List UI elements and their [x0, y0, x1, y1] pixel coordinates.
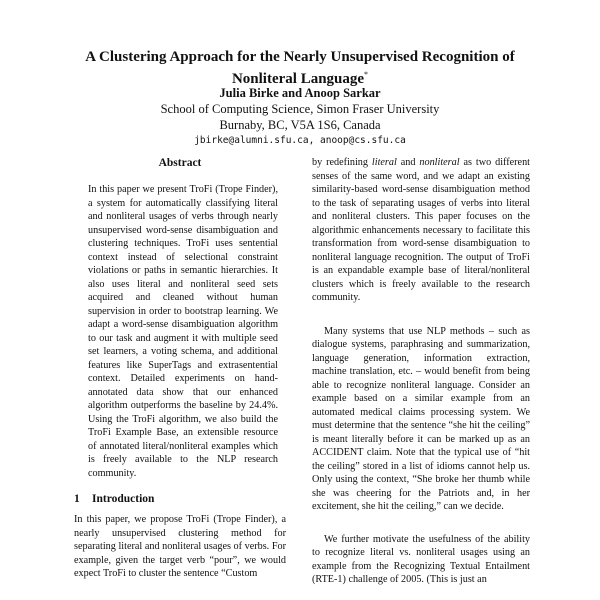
right-paragraph-3: We further motivate the usefulness of the ability to recognize literal vs. nonliteral usages using an example from the Recognizing Textual Entailment (RTE-1) challenge of 2005. (This is just an — [312, 533, 530, 585]
right-paragraph-2: Many systems that use NLP methods – such as dialogue systems, paraphrasing and summarization, language generation, information extraction, machine translation, etc. – would benefit from being able to recognize nonliteral language. Consider an example based on a similar example from an automated medical claims processing system. We must determine that the sentence “she hit the ceiling” is meant literally before it can be marked up as an ACCIDENT claim. Note that the typical use of “hit the ceiling” stored in a list of idioms cannot help us. Only using the context, “She broke her thumb while she was cheering for the Patriots and, in her excitement, she hit the ceiling,” can we decide. — [312, 325, 530, 512]
affiliation: School of Computing Science, Simon Fraser University — [160, 102, 440, 116]
paper-title — [60, 48, 540, 88]
para1-text-b: and — [396, 157, 420, 168]
section-heading-introduction — [74, 492, 286, 506]
abstract-text: In this paper we present TroFi (Trope Finder), a system for automatically classifying literal and nonliteral usages of verbs through nearly unsupervised word-sense disambiguation and clustering techniques. TroFi uses sentential context instead of selectional constraint violations or paths in semantic hierarchies. It also uses literal and nonliteral seed sets acquired and cleaned without human supervision in order to bootstrap learning. We adapt a word-sense disambiguation algorithm to our task and augment it with multiple seed set learners, a voting schema, and additional features like SuperTags and extrasentential context. Detailed experiments on hand-annotated data show that our enhanced algorithm outperforms the baseline by 24.4%. Using the TroFi algorithm, we also build the TroFi Example Base, an extensible resource of annotated literal/nonliteral examples which is freely available to the NLP research community. — [88, 184, 278, 479]
section-title: Introduction — [92, 493, 155, 505]
term-literal: literal — [371, 157, 397, 168]
left-column — [74, 156, 286, 581]
abstract-heading: Abstract — [158, 157, 202, 169]
introduction-paragraph: In this paper, we propose TroFi (Trope Finder), a nearly unsupervised clustering method for separating literal and nonliteral usages of verbs. For example, given the target verb “pour”, we would expect TroFi to cluster the sentence “Custom — [74, 514, 286, 579]
author-names: Julia Birke and Anoop Sarkar — [219, 86, 381, 100]
title-footnote-mark: * — [364, 70, 369, 79]
title-text: A Clustering Approach for the Nearly Unsupervised Recognition of Nonliteral Language — [85, 49, 515, 87]
para1-text-c: as two different senses of the same word, and we adapt an existing similarity-based word-sense disambiguation method to the task of separating usages of verbs into literal and nonliteral clusters. This paper focuses on the algorithmic enhancements necessary to facilitate this transformation from word-sense disambiguation to nonliteral language recognition. The output of TroFi is an expandable example base of literal/nonliteral clusters which is freely available to the research community. — [312, 157, 530, 303]
author-emails: jbirke@alumni.sfu.ca, anoop@cs.sfu.ca — [194, 135, 406, 146]
para1-text-a: by redefining — [312, 157, 372, 168]
right-paragraph-1 — [312, 156, 530, 305]
term-nonliteral: nonliteral — [419, 157, 460, 168]
address: Burnaby, BC, V5A 1S6, Canada — [219, 118, 381, 132]
section-number: 1 — [74, 493, 80, 505]
right-column — [312, 156, 530, 587]
